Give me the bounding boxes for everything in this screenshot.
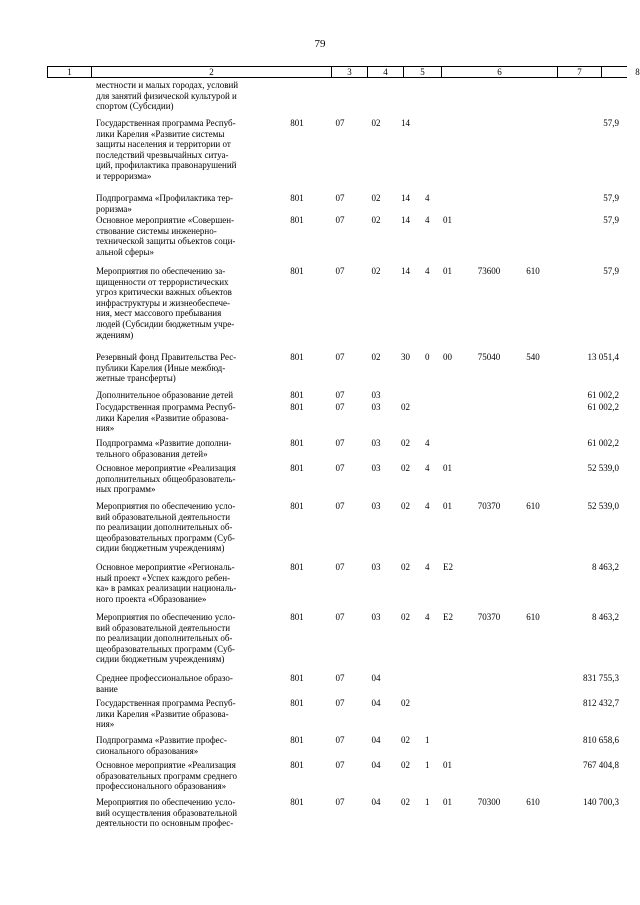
col4-cell: 07: [335, 352, 345, 362]
col6-direction-cell: 75040: [477, 352, 501, 362]
row-name-cell: Мероприятия по обеспечению усло- вий осуществления образовательной деятельности по основным профес-: [96, 797, 238, 829]
col8-amount-cell: 57,9: [603, 266, 619, 276]
col4-cell: 07: [335, 402, 345, 412]
column-header-3: 3: [331, 67, 367, 77]
row-name-cell: Подпрограмма «Развитие профес- сионального образования»: [96, 735, 227, 756]
col6-program-cell: 14: [401, 193, 410, 203]
col6-program-cell: 14: [401, 118, 410, 128]
column-header-1: 1: [47, 67, 91, 77]
col4-cell: 07: [335, 266, 345, 276]
col7-cell: 610: [526, 797, 540, 807]
col5-cell: 04: [371, 760, 381, 770]
col6-subprogram-cell: 4: [425, 612, 430, 622]
col3-cell: 801: [290, 735, 304, 745]
col3-cell: 801: [290, 390, 304, 400]
row-name-cell: Мероприятия по обеспечению за- щищенности от террористических угроз критически важных объектов инфраструктуры и жизнеобеспече- ния, мест массового пребывания людей (Субсидии бюджетным учре- ждениям): [96, 266, 235, 340]
col5-cell: 02: [371, 193, 381, 203]
col6-program-cell: 02: [401, 612, 410, 622]
col5-cell: 02: [371, 352, 381, 362]
col3-cell: 801: [290, 612, 304, 622]
col8-amount-cell: 8 463,2: [592, 562, 619, 572]
col8-amount-cell: 831 755,3: [583, 673, 619, 683]
col3-cell: 801: [290, 118, 304, 128]
row-name-cell: Государственная программа Респуб- лики Карелия «Развитие системы защиты населения и территории от последствий чрезвычайных ситуа- ций, профилактика правонарушений и терроризма»: [96, 118, 237, 181]
col3-cell: 801: [290, 215, 304, 225]
col6-program-cell: 02: [401, 735, 410, 745]
col6-subprogram-cell: 1: [425, 797, 430, 807]
col8-amount-cell: 140 700,3: [583, 797, 619, 807]
column-header-2: 2: [91, 67, 331, 77]
col5-cell: 03: [371, 390, 381, 400]
col3-cell: 801: [290, 673, 304, 683]
col6-direction-cell: 70370: [477, 612, 501, 622]
col6-program-cell: 02: [401, 760, 410, 770]
col7-cell: 610: [526, 612, 540, 622]
row-name-cell: Государственная программа Респуб- лики Карелия «Развитие образова- ния»: [96, 698, 236, 730]
col7-cell: 610: [526, 266, 540, 276]
col6-direction-cell: 73600: [477, 266, 501, 276]
col7-cell: 610: [526, 501, 540, 511]
col6-activity-cell: 01: [443, 760, 452, 770]
col6-activity-cell: 01: [443, 463, 452, 473]
row-name-cell: Основное мероприятие «Реализация образовательных программ среднего профессионального образования»: [96, 760, 237, 792]
col6-subprogram-cell: 4: [425, 463, 430, 473]
col6-subprogram-cell: 4: [425, 193, 430, 203]
col6-activity-cell: 01: [443, 215, 452, 225]
col3-cell: 801: [290, 562, 304, 572]
col8-amount-cell: 8 463,2: [592, 612, 619, 622]
col4-cell: 07: [335, 698, 345, 708]
col6-subprogram-cell: 4: [425, 438, 430, 448]
col6-subprogram-cell: 4: [425, 562, 430, 572]
col6-activity-cell: E2: [443, 562, 453, 572]
col6-program-cell: 30: [401, 352, 410, 362]
column-header-4: 4: [367, 67, 403, 77]
col6-program-cell: 02: [401, 562, 410, 572]
column-header-7: 7: [557, 67, 601, 77]
col5-cell: 04: [371, 698, 381, 708]
row-name-cell: Основное мероприятие «Региональ- ный проект «Успех каждого ребен- ка» в рамках реализации националь- ного проекта «Образование»: [96, 562, 237, 604]
col6-subprogram-cell: 0: [425, 352, 430, 362]
col8-amount-cell: 57,9: [603, 118, 619, 128]
page-number: 79: [314, 38, 326, 50]
col3-cell: 801: [290, 463, 304, 473]
col3-cell: 801: [290, 352, 304, 362]
col4-cell: 07: [335, 562, 345, 572]
col8-amount-cell: 767 404,8: [583, 760, 619, 770]
col8-amount-cell: 812 432,7: [583, 698, 619, 708]
col4-cell: 07: [335, 463, 345, 473]
row-name-cell: Основное мероприятие «Реализация дополнительных общеобразователь- ных программ»: [96, 463, 236, 495]
col5-cell: 02: [371, 266, 381, 276]
col4-cell: 07: [335, 735, 345, 745]
col6-program-cell: 14: [401, 266, 410, 276]
col6-program-cell: 02: [401, 501, 410, 511]
col6-subprogram-cell: 1: [425, 760, 430, 770]
col5-cell: 03: [371, 612, 381, 622]
col7-cell: 540: [526, 352, 540, 362]
col5-cell: 03: [371, 562, 381, 572]
row-name-cell: Дополнительное образование детей: [96, 390, 234, 400]
col6-subprogram-cell: 4: [425, 215, 430, 225]
col5-cell: 03: [371, 463, 381, 473]
table-header: [47, 66, 640, 78]
col6-subprogram-cell: 4: [425, 501, 430, 511]
col3-cell: 801: [290, 501, 304, 511]
row-name-cell: Подпрограмма «Развитие дополни- тельного образования детей»: [96, 438, 232, 459]
col4-cell: 07: [335, 760, 345, 770]
col4-cell: 07: [335, 193, 345, 203]
row-name-cell: Основное мероприятие «Совершен- ствование системы инженерно- технической защиты объектов соци- альной сферы»: [96, 215, 236, 257]
col3-cell: 801: [290, 266, 304, 276]
col3-cell: 801: [290, 797, 304, 807]
col5-cell: 04: [371, 673, 381, 683]
col8-amount-cell: 810 658,6: [583, 735, 619, 745]
col6-activity-cell: 01: [443, 501, 452, 511]
col8-amount-cell: 52 539,0: [587, 501, 619, 511]
col6-activity-cell: 00: [443, 352, 452, 362]
column-header-6: 6: [441, 67, 557, 77]
col4-cell: 07: [335, 438, 345, 448]
col6-subprogram-cell: 1: [425, 735, 430, 745]
row-name-cell: Подпрограмма «Профилактика тер- роризма»: [96, 193, 233, 214]
row-name-cell: Государственная программа Респуб- лики Карелия «Развитие образова- ния»: [96, 402, 236, 434]
row-name-cell: Мероприятия по обеспечению усло- вий образовательной деятельности по реализации дополнительных об- щеобразовательных программ (Суб- сидии бюджетным учреждениям): [96, 501, 236, 554]
col3-cell: 801: [290, 402, 304, 412]
row-name-cell: Мероприятия по обеспечению усло- вий образовательной деятельности по реализации дополнительных об- щеобразовательных программ (Суб- сидии бюджетным учреждениям): [96, 612, 236, 665]
col8-amount-cell: 57,9: [603, 193, 619, 203]
col6-program-cell: 02: [401, 797, 410, 807]
col6-subprogram-cell: 4: [425, 266, 430, 276]
row-name-cell: Резервный фонд Правительства Рес- публики Карелия (Иные межбюд- жетные трансферты): [96, 352, 237, 384]
col6-direction-cell: 70370: [477, 501, 501, 511]
col8-amount-cell: 61 002,2: [587, 402, 619, 412]
col6-activity-cell: 01: [443, 797, 452, 807]
col4-cell: 07: [335, 797, 345, 807]
col3-cell: 801: [290, 438, 304, 448]
col8-amount-cell: 61 002,2: [587, 438, 619, 448]
row-name-cell: местности и малых городах, условий для занятий физической культурой и спортом (Субсидии): [96, 80, 239, 112]
col8-amount-cell: 13 051,4: [587, 352, 619, 362]
col6-activity-cell: 01: [443, 266, 452, 276]
col8-amount-cell: 57,9: [603, 215, 619, 225]
col6-direction-cell: 70300: [477, 797, 501, 807]
col4-cell: 07: [335, 118, 345, 128]
col5-cell: 02: [371, 215, 381, 225]
col8-amount-cell: 61 002,2: [587, 390, 619, 400]
col3-cell: 801: [290, 760, 304, 770]
col6-program-cell: 02: [401, 698, 410, 708]
col8-amount-cell: 52 539,0: [587, 463, 619, 473]
col6-program-cell: 02: [401, 438, 410, 448]
col5-cell: 03: [371, 438, 381, 448]
col4-cell: 07: [335, 215, 345, 225]
col3-cell: 801: [290, 193, 304, 203]
column-header-5: 5: [403, 67, 441, 77]
col4-cell: 07: [335, 673, 345, 683]
col6-program-cell: 02: [401, 402, 410, 412]
col6-program-cell: 14: [401, 215, 410, 225]
col5-cell: 04: [371, 735, 381, 745]
col5-cell: 02: [371, 118, 381, 128]
column-header-8: 8: [601, 67, 640, 77]
col5-cell: 03: [371, 501, 381, 511]
col4-cell: 07: [335, 501, 345, 511]
col5-cell: 04: [371, 797, 381, 807]
col3-cell: 801: [290, 698, 304, 708]
col4-cell: 07: [335, 612, 345, 622]
col5-cell: 03: [371, 402, 381, 412]
col6-activity-cell: E2: [443, 612, 453, 622]
row-name-cell: Среднее профессиональное образо- вание: [96, 673, 233, 694]
col4-cell: 07: [335, 390, 345, 400]
col6-program-cell: 02: [401, 463, 410, 473]
